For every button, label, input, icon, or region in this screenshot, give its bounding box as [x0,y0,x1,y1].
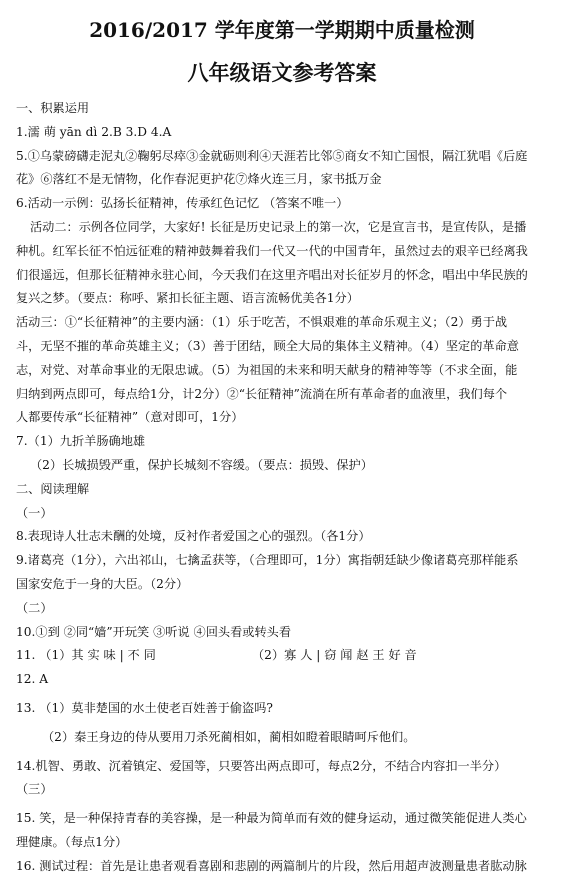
subsection-2: （二） [16,600,53,615]
answer-line-q6-activity3-cont2: 志，对党、对革命事业的无限忠诚。（5）为祖国的未来和明天献身的精神等等（不求全面，能 [16,362,518,377]
answer-line-q6-activity2-cont1: 种机。红军长征不怕远征难的精神鼓舞着我们一代又一代的中国青年，虽然过去的艰辛已经离我 [16,243,528,258]
answer-line-q9: 9.诸葛亮（1分），六出祁山，七擒孟获等，（合理即可，1分）寓指朝廷缺少像诸葛亮那样能系 [16,553,519,568]
answer-line-q16: 16. 测试过程：首先是让患者观看喜剧和悲剧的两篇制片的片段，然后用超声波测量患者肱动脉 [16,858,527,873]
subsection-3: （三） [16,782,53,797]
answer-line-q6: 6.活动一示例：弘扬长征精神，传承红色记忆 （答案不唯一） [16,196,349,211]
answer-line-q6-activity3-cont3: 归纳到两点即可，每点给1分，计2分）②“长征精神”流淌在所有革命者的血液里，我们每个 [16,386,508,401]
answer-line-q10: 10.①到 ②同“嫱”开玩笑 ③听说 ④回头看或转头看 [16,624,292,639]
answer-line-q7-2: （2）长城损毁严重，保护长城刻不容缓。（要点：损毁、保护） [30,457,373,472]
answer-line-q6-activity2: 活动二：示例各位同学，大家好! 长征是历史记录上的第一次，它是宣言书，是宣传队，是播 [30,219,527,234]
answer-line-q1-4: 1.濡 萌 yān dì 2.B 3.D 4.A [16,124,172,139]
answer-line-q5: 5.①乌蒙磅礴走泥丸②鞠躬尽瘁③金就砺则利④天涯若比邻⑤商女不知亡国恨，隔江犹唱《后庭 [16,148,528,163]
answer-line-q14: 14.机智、勇敢、沉着镇定、爱国等，只要答出两点即可，每点2分，不结合内容扣一半分） [16,758,507,773]
answer-line-q8: 8.表现诗人壮志未酬的处境，反衬作者爱国之心的强烈。（各1分） [16,529,371,544]
answer-line-q5-cont: 花》⑥落红不是无情物，化作春泥更护花⑦烽火连三月，家书抵万金 [16,172,382,187]
answer-line-q6-activity2-cont3: 复兴之梦。（要点：称呼、紧扣长征主题、语言流畅优美各1分） [16,291,359,306]
answer-line-q7: 7.（1）九折羊肠确地雄 [16,434,146,449]
answer-line-q6-activity3-cont4: 人都要传承“长征精神”（意对即可，1分） [16,410,244,425]
section-heading-1: 一、积累运用 [16,101,90,115]
answer-line-q13: 13. （1）莫非楚国的水土使老百姓善于偷盗吗? [16,700,273,715]
document-subtitle: 八年级语文参考答案 [187,60,377,85]
answer-line-q6-activity3: 活动三：①“长征精神”的主要内涵：（1）乐于吃苦，不惧艰难的革命乐观主义；（2）勇于战 [16,315,508,330]
document-title: 2016/2017 学年度第一学期期中质量检测 [89,18,475,42]
answer-line-q15-cont: 理健康。（每点1分） [16,834,128,849]
answer-sheet-page [0,14,562,873]
answer-line-q6-activity2-cont2: 们很遥远，但那长征精神永驻心间，今天我们在这里齐唱出对长征岁月的怀念，唱出中华民族的 [16,267,528,282]
answer-line-q12: 12. A [16,672,49,687]
subsection-1: （一） [16,505,53,520]
answer-line-q13-2: （2）秦王身边的侍从要用刀杀死蔺相如，蔺相如瞪着眼睛呵斥他们。 [42,729,416,744]
answer-line-q6-activity3-cont1: 斗，无坚不摧的革命英雄主义；（3）善于团结，顾全大局的集体主义精神。（4）坚定的革命意 [16,338,519,353]
answer-line-q9-cont: 国家安危于一身的大臣。（2分） [16,576,189,591]
section-heading-2: 二、阅读理解 [16,481,90,496]
answer-q11-part1: 11. （1）其 实 味 | 不 同 [16,648,156,663]
answer-line-q11 [16,644,548,668]
answer-line-q15: 15. 笑，是一种保持青春的美容操，是一种最为简单而有效的健身运动，通过微笑能促进人类心 [16,811,527,826]
answer-q11-part2: （2）寡 人 | 窃 闻 赵 王 好 音 [252,648,417,663]
